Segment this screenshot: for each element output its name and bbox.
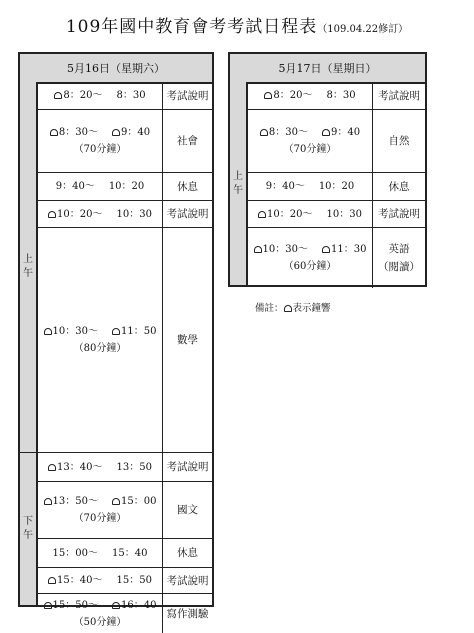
start-time: 8：20～ [63, 90, 103, 101]
subject-cell [162, 482, 212, 538]
title-revision-note: （109.04.22修訂） [317, 24, 409, 35]
start-time: 10：20～ [57, 208, 103, 220]
bell-icon [322, 129, 330, 136]
time-range [54, 87, 145, 104]
bell-icon [54, 92, 62, 99]
start-time: 10：20～ [267, 208, 313, 220]
end-time: 15：00 [121, 496, 157, 507]
end-time: 15：40 [112, 547, 148, 559]
bell-icon [44, 602, 52, 609]
time-cell [248, 201, 372, 227]
bell-icon [260, 129, 268, 136]
time-range [48, 206, 152, 223]
end-time: 8：30 [116, 90, 146, 101]
day2-morning-label [230, 82, 248, 285]
bell-icon [44, 498, 52, 505]
time-range [44, 493, 157, 510]
time-range [264, 87, 355, 104]
bell-icon [258, 211, 266, 218]
day2-schedule-table [228, 52, 427, 287]
duration: （70分鐘） [73, 144, 127, 155]
title-text: 109年國中教育會考考試日程表 [65, 17, 318, 37]
subject-cell [162, 110, 212, 172]
subject-label: 考試說明 [166, 89, 209, 102]
subject-label: 考試說明 [378, 89, 420, 102]
time-range [258, 206, 362, 223]
end-time: 8：30 [326, 90, 356, 101]
end-time: 10：30 [116, 208, 152, 220]
morning-char-1: 上 [233, 170, 243, 182]
subject-cell [162, 201, 212, 227]
end-time: 9：40 [121, 127, 151, 138]
start-time: 8：30～ [268, 127, 308, 138]
start-time: 15：00～ [52, 547, 98, 559]
time-range [50, 124, 150, 141]
schedule-row [248, 82, 425, 110]
time-range [44, 323, 157, 340]
duration: （80分鐘） [73, 343, 127, 354]
subject-label: 寫作測驗 [166, 607, 209, 620]
footnote [255, 300, 331, 314]
start-time: 15：40～ [57, 575, 103, 586]
subject-cell [372, 82, 425, 109]
schedule-row [38, 594, 212, 633]
time-cell [38, 453, 162, 481]
duration: （70分鐘） [283, 144, 337, 155]
time-cell [248, 110, 372, 172]
time-cell [38, 594, 162, 633]
time-cell [38, 173, 162, 200]
start-time: 8：30～ [58, 127, 98, 138]
bell-icon [50, 129, 58, 136]
time-range [44, 597, 157, 614]
bell-icon [48, 211, 56, 218]
end-time: 11：50 [121, 326, 157, 337]
time-range [266, 178, 355, 195]
start-time: 15：50～ [52, 599, 98, 611]
schedule-row [248, 110, 425, 173]
subject-cell [372, 110, 425, 172]
day1-morning-label [20, 82, 38, 453]
subject-label: 休息 [177, 547, 198, 559]
time-cell [38, 482, 162, 538]
bell-icon [284, 305, 292, 312]
end-time: 15：50 [116, 575, 152, 586]
subject-cell [162, 82, 212, 109]
subject-cell [372, 201, 425, 227]
schedule-row [38, 568, 212, 594]
day1-schedule-table [18, 52, 214, 628]
end-time: 10：30 [326, 208, 362, 220]
schedule-row [248, 228, 425, 288]
time-cell [38, 539, 162, 567]
end-time: 9：40 [331, 127, 361, 138]
schedule-title [0, 12, 474, 37]
time-cell [38, 228, 162, 452]
subject-label: 考試說明 [378, 208, 420, 220]
subject-cell [162, 228, 212, 452]
subject-label: 休息 [388, 180, 410, 193]
subject-label: 社會 [177, 135, 198, 147]
subject-label: 考試說明 [166, 461, 209, 473]
time-range [53, 545, 148, 562]
schedule-row [38, 482, 212, 539]
subject-cell [162, 568, 212, 593]
duration: （50分鐘） [73, 616, 127, 628]
time-cell [38, 568, 162, 593]
start-time: 13：50～ [52, 496, 98, 507]
start-time: 9：40～ [55, 181, 95, 192]
subject-cell [162, 173, 212, 200]
start-time: 10：30～ [262, 244, 308, 255]
time-range [48, 572, 152, 589]
start-time: 9：40～ [265, 181, 305, 192]
schedule-row [38, 173, 212, 201]
subject-cell [162, 539, 212, 567]
afternoon-char-1: 下 [23, 516, 33, 527]
time-cell [248, 173, 372, 200]
subject-cell [372, 173, 425, 200]
schedule-row [38, 453, 212, 482]
schedule-row [248, 201, 425, 228]
day2-header: 5月17日（星期日） [230, 54, 425, 84]
schedule-row [38, 110, 212, 173]
morning-char-1: 上 [23, 254, 33, 265]
footnote-prefix: 備註： [255, 303, 284, 314]
duration: （70分鐘） [73, 513, 127, 524]
bell-icon [322, 246, 330, 253]
time-range [56, 178, 145, 195]
start-time: 8：20～ [273, 90, 313, 101]
start-time: 10：30～ [52, 326, 98, 337]
bell-icon [112, 129, 120, 136]
start-time: 13：40～ [57, 461, 103, 473]
time-cell [38, 110, 162, 172]
schedule-row [38, 539, 212, 568]
day1-header: 5月16日（星期六） [20, 54, 212, 84]
schedule-row [248, 173, 425, 201]
schedule-row [38, 82, 212, 110]
bell-icon [48, 464, 56, 471]
end-time: 16：40 [121, 599, 157, 611]
bell-icon [254, 246, 262, 253]
end-time: 11：30 [331, 244, 367, 255]
schedule-row [38, 228, 212, 453]
time-range [48, 459, 152, 476]
time-range [254, 241, 367, 258]
time-cell [38, 82, 162, 109]
subject-cell [372, 228, 425, 288]
duration: （60分鐘） [283, 261, 337, 272]
bell-icon [48, 577, 56, 584]
bell-icon [112, 602, 120, 609]
end-time: 10：20 [108, 181, 145, 192]
bell-icon [112, 498, 120, 505]
subject-label: 國文 [177, 504, 198, 516]
afternoon-char-2: 午 [23, 530, 33, 541]
subject-label: 休息 [177, 180, 198, 193]
time-cell [248, 82, 372, 109]
end-time: 10：20 [318, 181, 355, 192]
day1-afternoon-label [20, 453, 38, 605]
subject-label: 考試說明 [166, 574, 209, 587]
end-time: 13：50 [116, 461, 152, 473]
subject-cell [162, 594, 212, 633]
time-cell [248, 228, 372, 288]
subject-label: 數學 [177, 334, 198, 346]
subject-cell [162, 453, 212, 481]
bell-icon [112, 328, 120, 335]
schedule-row [38, 201, 212, 228]
bell-icon [264, 92, 272, 99]
bell-icon [44, 328, 52, 335]
morning-char-2: 午 [233, 184, 243, 196]
footnote-text: 表示鐘響 [292, 303, 331, 314]
subject-label: 自然 [388, 135, 410, 147]
subject-label: 英語 （閱讀） [378, 243, 420, 273]
time-cell [38, 201, 162, 227]
time-range [260, 124, 360, 141]
morning-char-2: 午 [23, 268, 33, 279]
subject-label: 考試說明 [166, 208, 209, 220]
